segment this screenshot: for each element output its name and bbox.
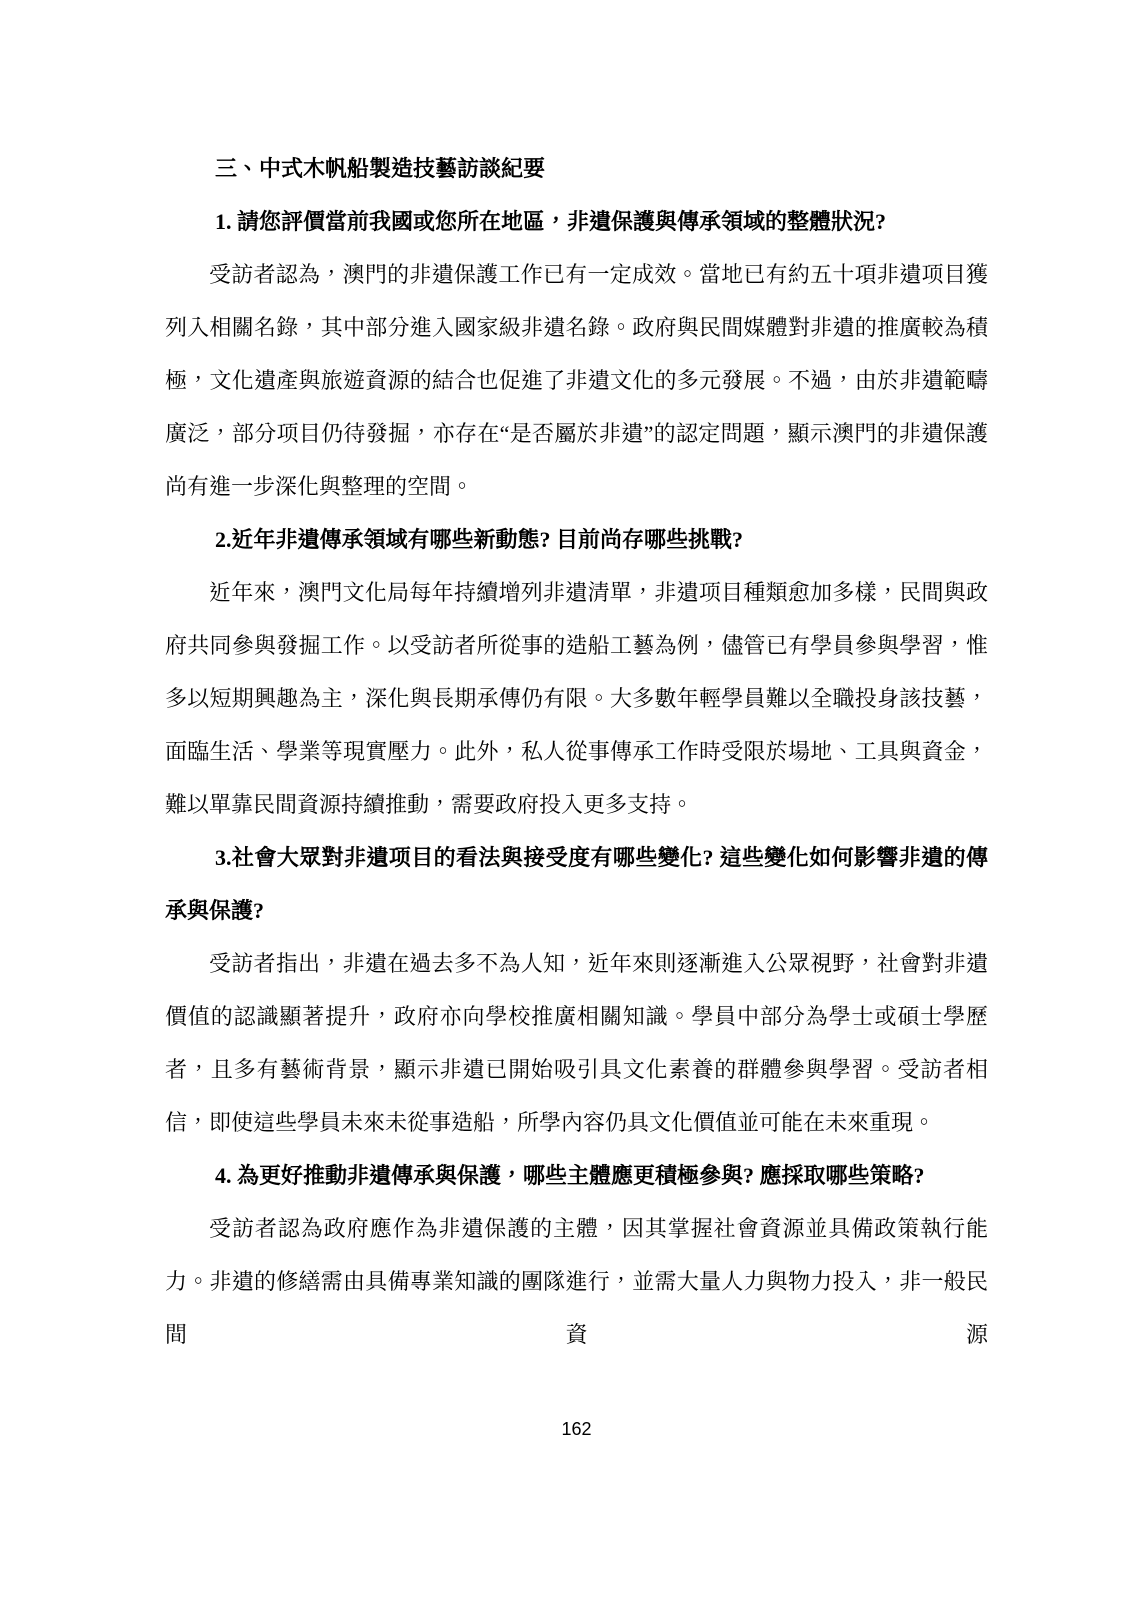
question-4: 4. 為更好推動非遺傳承與保護，哪些主體應更積極參與? 應採取哪些策略? — [215, 1163, 925, 1188]
document-content — [165, 142, 988, 1361]
section-title: 三、中式木帆船製造技藝訪談紀要 — [215, 156, 546, 181]
answer-3: 受訪者指出，非遺在過去多不為人知，近年來則逐漸進入公眾視野，社會對非遺價值的認識顯著提升，政府亦向學校推廣相關知識。學員中部分為學士或碩士學歷者，且多有藝術背景，顯示非遺已開始吸引具文化素養的群體參與學習。受訪者相信，即使這些學員未來未從事造船，所學內容仍具文化價值並可能在未來重現。 — [165, 951, 988, 1135]
answer-2: 近年來，澳門文化局每年持續增列非遺清單，非遺项目種類愈加多樣，民間與政府共同參與發掘工作。以受訪者所從事的造船工藝為例，儘管已有學員參與學習，惟多以短期興趣為主，深化與長期承傳仍有限。大多數年輕學員難以全職投身該技藝，面臨生活、學業等現實壓力。此外，私人從事傳承工作時受限於場地、工具與資金，難以單靠民間資源持續推動，需要政府投入更多支持。 — [165, 580, 988, 817]
question-3: 3.社會大眾對非遺项目的看法與接受度有哪些變化? 這些變化如何影響非遺的傳承與保護? — [165, 845, 988, 923]
answer-4: 受訪者認為政府應作為非遺保護的主體，因其掌握社會資源並具備政策執行能力。非遺的修繕需由具備專業知識的團隊進行，並需大量人力與物力投入，非一般民間資源 — [165, 1216, 988, 1347]
page-number: 162 — [561, 1419, 592, 1439]
answer-1: 受訪者認為，澳門的非遺保護工作已有一定成效。當地已有約五十項非遺项目獲列入相關名錄，其中部分進入國家級非遺名錄。政府與民間媒體對非遺的推廣較為積極，文化遺產與旅遊資源的結合也促進了非遺文化的多元發展。不過，由於非遺範疇廣泛，部分项目仍待發掘，亦存在“是否屬於非遺”的認定問題，顯示澳門的非遺保護尚有進一步深化與整理的空間。 — [165, 262, 988, 499]
question-2: 2.近年非遺傳承領域有哪些新動態? 目前尚存哪些挑戰? — [215, 527, 744, 552]
question-1: 1. 請您評價當前我國或您所在地區，非遺保護與傳承領域的整體狀況? — [215, 209, 887, 234]
